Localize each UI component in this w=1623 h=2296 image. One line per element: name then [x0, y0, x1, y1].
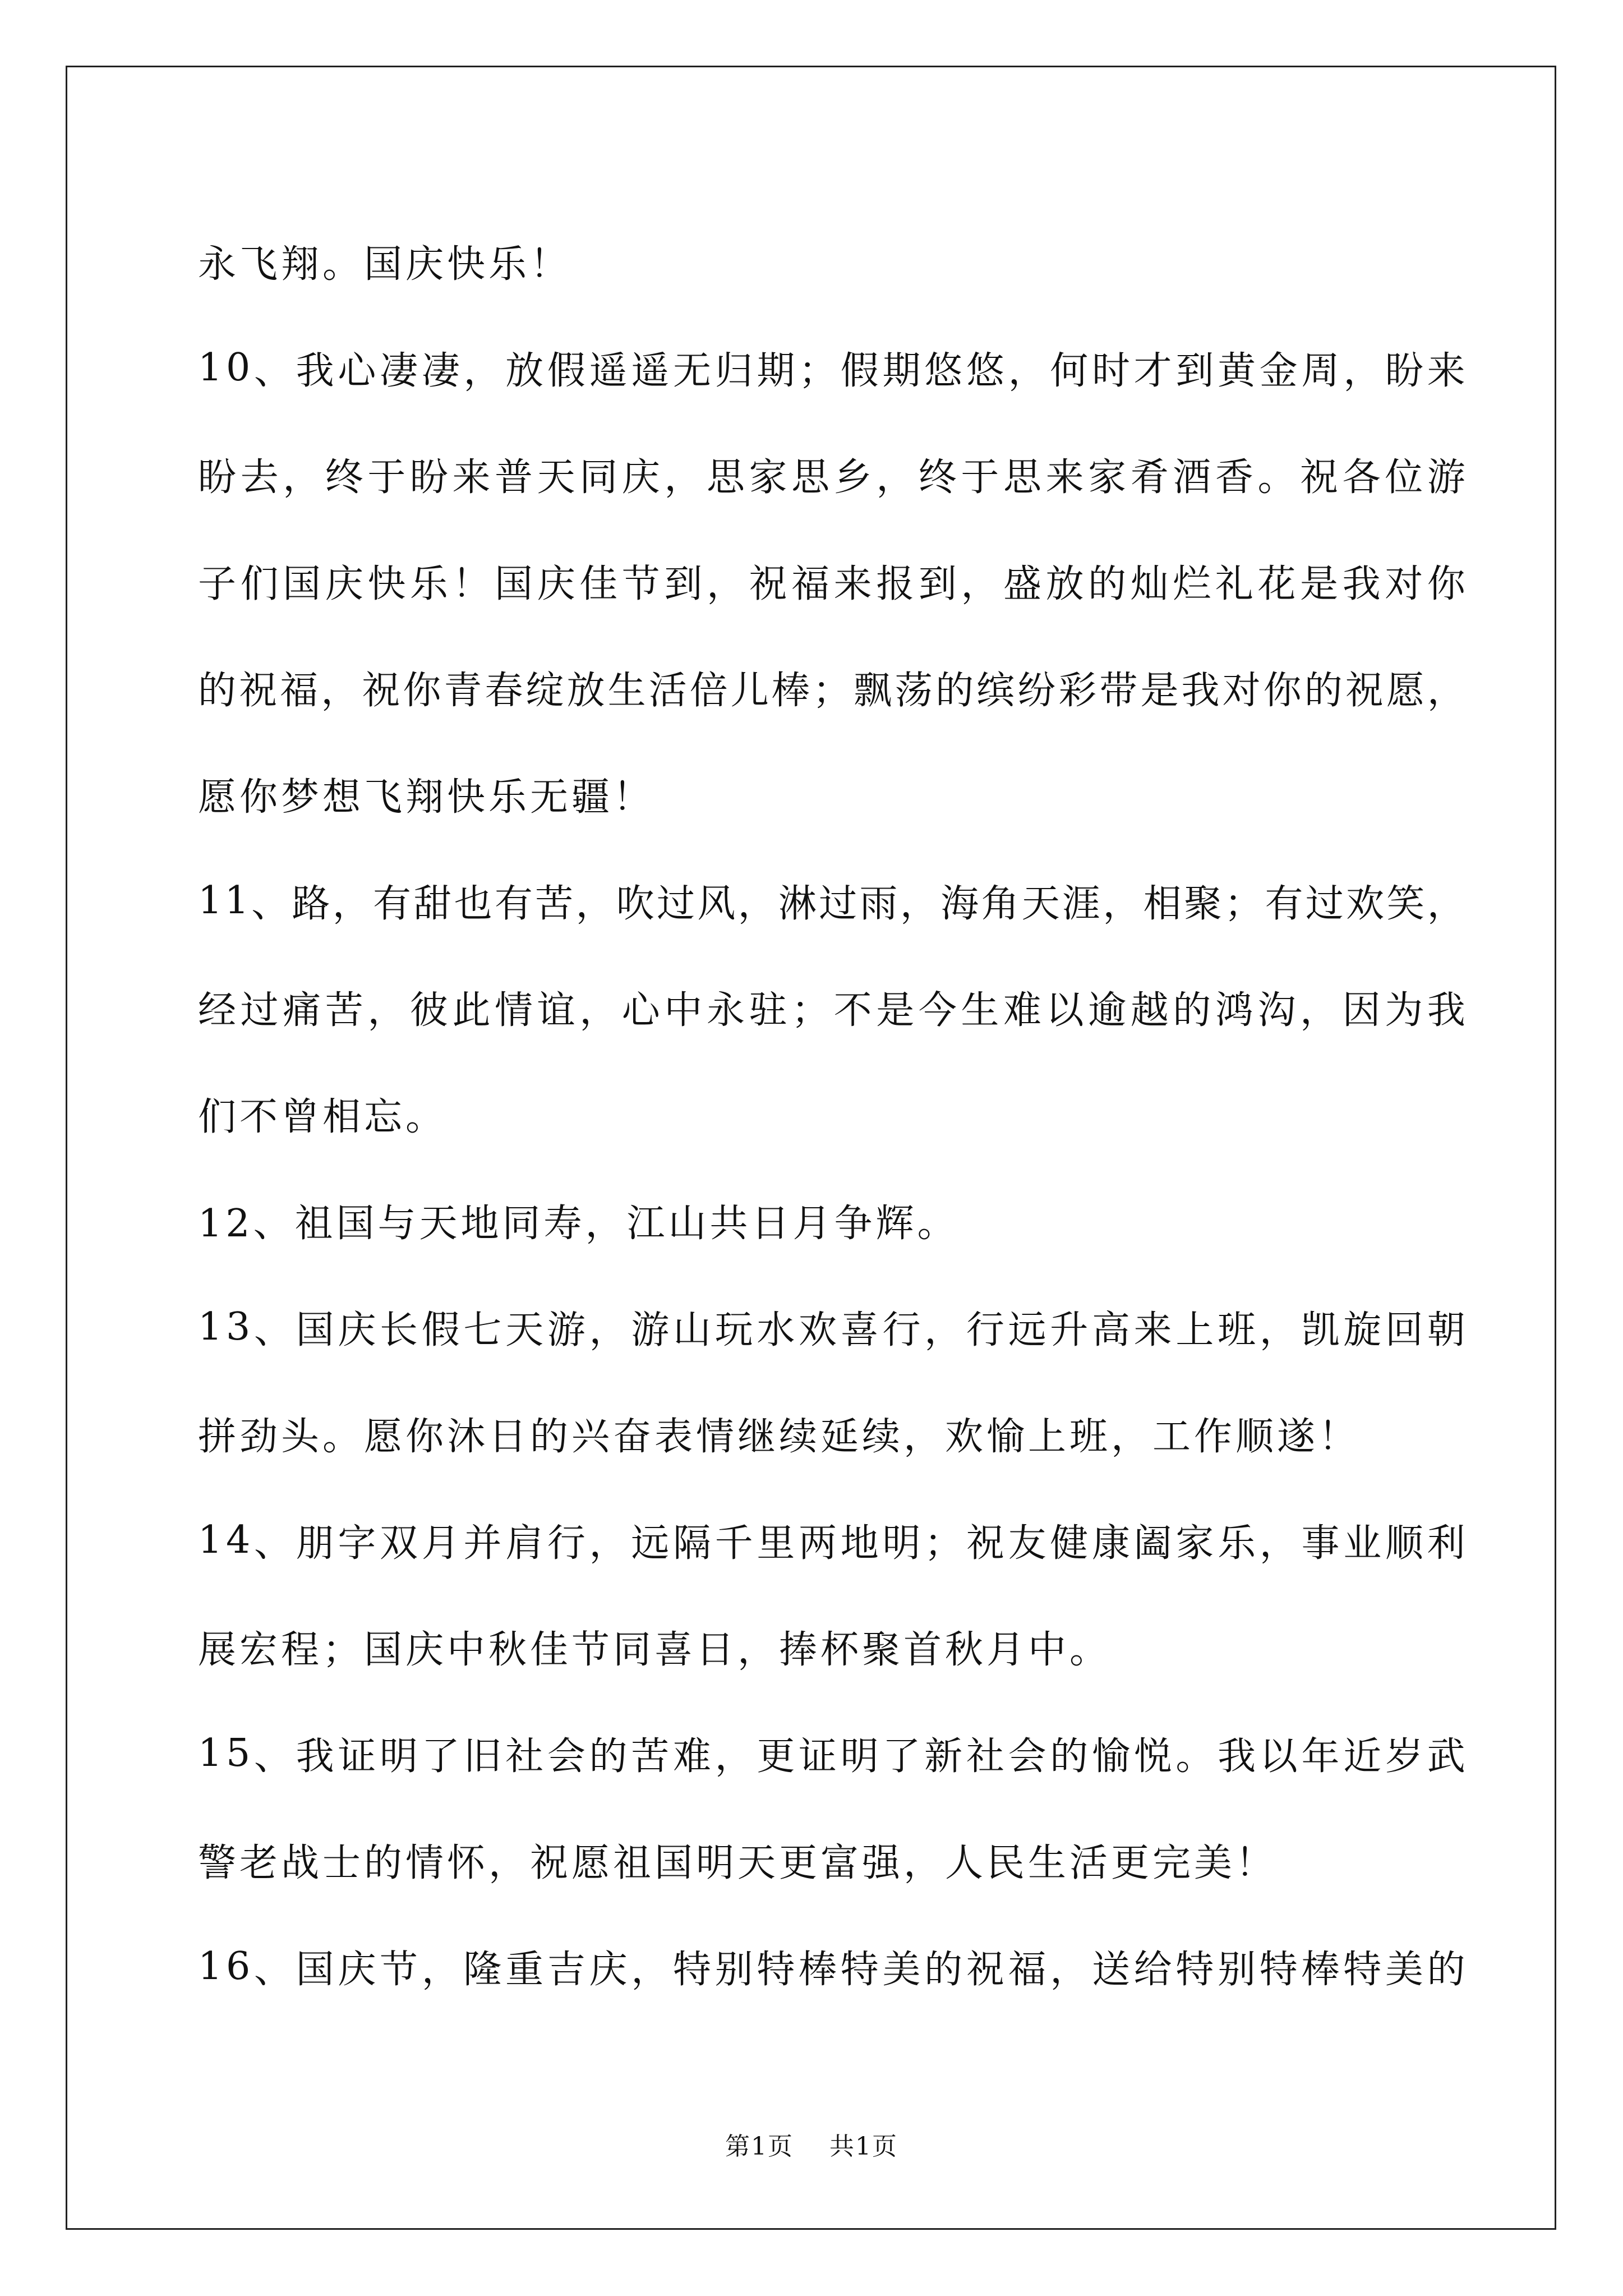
text-line: 1 5 、 我 证 明 了 旧 社 会 的 苦 难 ， 更 证 明 了 新 社 会 的 愉 悦 。 我 以 年 近 岁 武 [198, 1731, 1465, 1779]
text-line: 1 4 、 朋 字 双 月 并 肩 行 ， 远 隔 千 里 两 地 明 ； 祝 友 健 康 阖 家 乐 ， 事 业 顺 利 [198, 1517, 1465, 1566]
text-line: 子 们 国 庆 快 乐 ！ 国 庆 佳 节 到 ， 祝 福 来 报 到 ， 盛 放 的 灿 烂 礼 花 是 我 对 你 [198, 562, 1465, 606]
text-line: 的 祝 福 ， 祝 你 青 春 绽 放 生 活 倍 儿 棒 ； 飘 荡 的 缤 纷 彩 带 是 我 对 你 的 祝 愿 ， [198, 668, 1465, 713]
text-line: 们不曾相忘。 [198, 1094, 448, 1139]
text-line: 警老战士的情怀，祝愿祖国明天更富强，人民生活更完美！ [198, 1841, 1278, 1885]
page-footer [0, 2126, 1623, 2162]
text-line: 1 6 、 国 庆 节 ， 隆 重 吉 庆 ， 特 别 特 棒 特 美 的 祝 福 ， 送 给 特 别 特 棒 特 美 的 [198, 1944, 1465, 1992]
text-line: 1 1 、 路 ， 有 甜 也 有 苦 ， 吹 过 风 ， 淋 过 雨 ， 海 角 天 涯 ， 相 聚 ； 有 过 欢 笑 ， [198, 878, 1465, 926]
text-line: 永飞翔。国庆快乐！ [198, 242, 572, 287]
text-line: 展宏程；国庆中秋佳节同喜日，捧杯聚首秋月中。 [198, 1627, 1112, 1672]
text-line: 1 3 、 国 庆 长 假 七 天 游 ， 游 山 玩 水 欢 喜 行 ， 行 远 升 高 来 上 班 ， 凯 旋 回 朝 [198, 1304, 1465, 1352]
page-number-current: 第1页 [725, 2132, 794, 2161]
text-line: 12、祖国与天地同寿，江山共日月争辉。 [198, 1201, 959, 1246]
text-line: 愿你梦想飞翔快乐无疆！ [198, 775, 655, 820]
text-line: 1 0 、 我 心 凄 凄 ， 放 假 遥 遥 无 归 期 ； 假 期 悠 悠 ， 何 时 才 到 黄 金 周 ， 盼 来 [198, 345, 1465, 393]
text-line: 经 过 痛 苦 ， 彼 此 情 谊 ， 心 中 永 驻 ； 不 是 今 生 难 以 逾 越 的 鸿 沟 ， 因 为 我 [198, 988, 1465, 1033]
document-body [198, 208, 1465, 2019]
text-line: 拼劲头。愿你沐日的兴奋表情继续延续，欢愉上班，工作顺遂！ [198, 1414, 1361, 1459]
text-line: 盼 去 ， 终 于 盼 来 普 天 同 庆 ， 思 家 思 乡 ， 终 于 思 来 家 肴 酒 香 。 祝 各 位 游 [198, 455, 1465, 500]
page-number-total: 共1页 [829, 2132, 898, 2161]
